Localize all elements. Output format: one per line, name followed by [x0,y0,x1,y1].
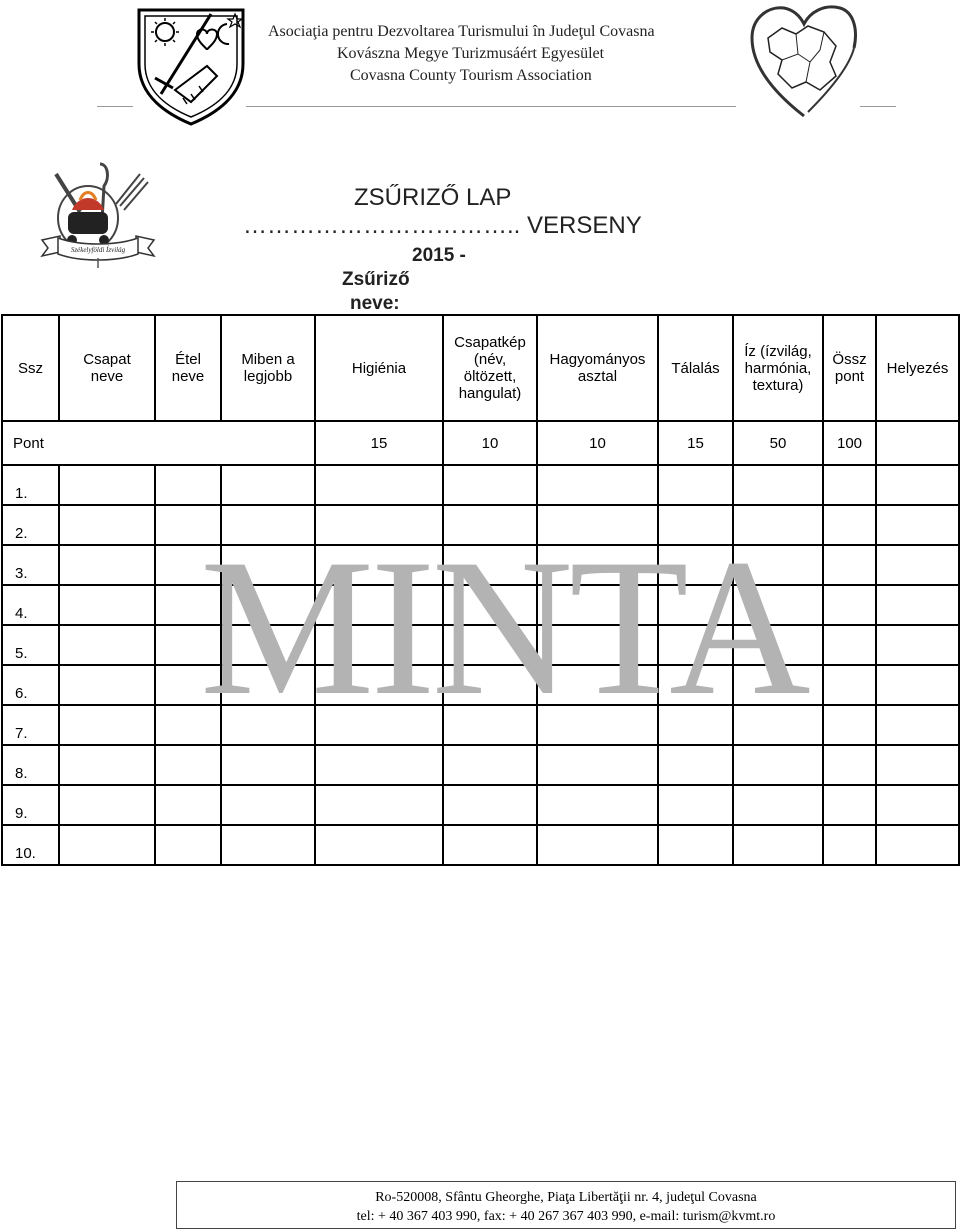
score-input-cell[interactable] [823,825,876,865]
score-input-cell[interactable] [443,465,537,505]
column-header-line: öltözett, [463,368,517,385]
max-points-cell: 50 [733,421,823,465]
column-header [59,315,155,421]
score-input-cell[interactable] [537,825,658,865]
score-input-cell[interactable] [59,665,155,705]
score-input-cell[interactable] [315,745,443,785]
score-input-cell[interactable] [537,465,658,505]
score-input-cell[interactable] [315,465,443,505]
column-header-line: Csapat [83,351,131,368]
county-map-heart-logo [748,2,860,120]
score-input-cell[interactable] [155,785,221,825]
header-rule-center [246,106,736,107]
score-input-cell[interactable] [443,785,537,825]
column-header-line: Hagyományos [549,351,646,368]
score-input-cell[interactable] [658,465,733,505]
score-row [2,825,959,865]
column-header-line: legjobb [243,368,293,385]
column-header-line: Íz (ízvilág, [744,342,812,360]
score-input-cell[interactable] [59,745,155,785]
score-input-cell[interactable] [823,465,876,505]
score-input-cell[interactable] [59,705,155,745]
logo-badge-text: Székelyföldi Ízvilág [70,246,126,254]
column-header [221,315,315,421]
points-row [2,421,959,465]
score-input-cell[interactable] [876,465,959,505]
column-header-line: Higiénia [351,359,407,377]
points-label: Pont [2,421,315,465]
score-input-cell[interactable] [59,785,155,825]
judge-name-label-1: Zsűriző [342,269,410,290]
score-input-cell[interactable] [221,745,315,785]
column-header-line: Helyezés [886,359,949,377]
score-input-cell[interactable] [59,625,155,665]
org-name-hu: Kovászna Megye Turizmusáért Egyesület [337,45,605,62]
empty-cell [876,421,959,465]
score-input-cell[interactable] [315,785,443,825]
score-input-cell[interactable] [59,505,155,545]
score-input-cell[interactable] [876,705,959,745]
score-row [2,745,959,785]
row-number: 6. [2,665,59,705]
score-input-cell[interactable] [315,825,443,865]
score-input-cell[interactable] [658,825,733,865]
score-input-cell[interactable] [876,665,959,705]
score-input-cell[interactable] [221,785,315,825]
column-header [2,315,59,421]
row-number: 8. [2,745,59,785]
score-input-cell[interactable] [59,825,155,865]
column-header [876,315,959,421]
column-header-line: pont [834,368,865,385]
score-input-cell[interactable] [155,745,221,785]
column-header-line: harmónia, [744,359,812,377]
column-header-line: asztal [577,368,618,385]
max-points-cell: 10 [443,421,537,465]
row-number: 1. [2,465,59,505]
score-input-cell[interactable] [733,785,823,825]
score-input-cell[interactable] [876,745,959,785]
column-header-line: Étel [175,351,201,368]
max-points-cell: 100 [823,421,876,465]
footer-contact: tel: + 40 367 403 990, fax: + 40 267 367 403 990, e-mail: turism@kvmt.ro [356,1209,776,1224]
score-input-cell[interactable] [537,745,658,785]
score-input-cell[interactable] [658,785,733,825]
score-input-cell[interactable] [876,505,959,545]
footer [176,1181,956,1229]
score-input-cell[interactable] [823,505,876,545]
score-input-cell[interactable] [155,825,221,865]
score-input-cell[interactable] [221,825,315,865]
score-input-cell[interactable] [876,625,959,665]
max-points-cell: 10 [537,421,658,465]
coat-of-arms-logo [135,4,247,126]
row-number: 10. [2,825,59,865]
column-header-line: neve [171,368,205,385]
score-input-cell[interactable] [733,465,823,505]
score-row [2,465,959,505]
culinary-logo [40,160,158,272]
score-input-cell[interactable] [658,745,733,785]
score-input-cell[interactable] [823,785,876,825]
score-input-cell[interactable] [221,465,315,505]
row-number: 9. [2,785,59,825]
header-rule-left [97,106,133,107]
row-number: 3. [2,545,59,585]
row-number: 2. [2,505,59,545]
score-input-cell[interactable] [537,785,658,825]
score-input-cell[interactable] [876,585,959,625]
score-input-cell[interactable] [443,745,537,785]
column-header-line: Ssz [17,359,43,377]
competition-name-line: …………………………….. VERSENY [243,212,642,239]
score-input-cell[interactable] [823,625,876,665]
score-input-cell[interactable] [59,545,155,585]
score-row [2,785,959,825]
score-input-cell[interactable] [733,825,823,865]
watermark: MINTA [200,519,807,736]
score-input-cell[interactable] [876,785,959,825]
score-input-cell[interactable] [443,825,537,865]
column-header-line: Csapatkép [454,334,526,351]
org-name-ro: Asociaţia pentru Dezvoltarea Turismului în Judeţul Covasna [268,23,655,40]
column-header-line: textura) [752,376,804,394]
footer-address: Ro-520008, Sfântu Gheorghe, Piaţa Libertăţii nr. 4, judeţul Covasna [375,1190,757,1205]
judge-name-label-2: neve: [350,293,400,314]
score-input-cell[interactable] [733,745,823,785]
score-input-cell[interactable] [823,665,876,705]
max-points-cell: 15 [315,421,443,465]
max-points-cell: 15 [658,421,733,465]
column-header [823,315,876,421]
column-header-line: Tálalás [671,359,720,377]
column-header [733,315,823,421]
score-input-cell[interactable] [823,705,876,745]
score-input-cell[interactable] [823,585,876,625]
year-label: 2015 - [412,245,466,266]
score-input-cell[interactable] [59,465,155,505]
form-title: ZSŰRIZŐ LAP [354,184,512,211]
column-header [443,315,537,421]
header-row [2,315,959,421]
score-input-cell[interactable] [876,825,959,865]
row-number: 5. [2,625,59,665]
row-number: 7. [2,705,59,745]
column-header-line: (név, [473,351,507,368]
column-header [537,315,658,421]
row-number: 4. [2,585,59,625]
score-input-cell[interactable] [823,545,876,585]
column-header [315,315,443,421]
score-input-cell[interactable] [155,465,221,505]
column-header-line: hangulat) [458,385,522,402]
score-input-cell[interactable] [876,545,959,585]
column-header [155,315,221,421]
score-input-cell[interactable] [59,585,155,625]
score-input-cell[interactable] [823,745,876,785]
column-header-line: Össz [832,351,867,368]
column-header [658,315,733,421]
org-name-en: Covasna County Tourism Association [350,67,592,84]
column-header-line: Miben a [241,351,295,368]
header-rule-right [860,106,896,107]
column-header-line: neve [90,368,124,385]
